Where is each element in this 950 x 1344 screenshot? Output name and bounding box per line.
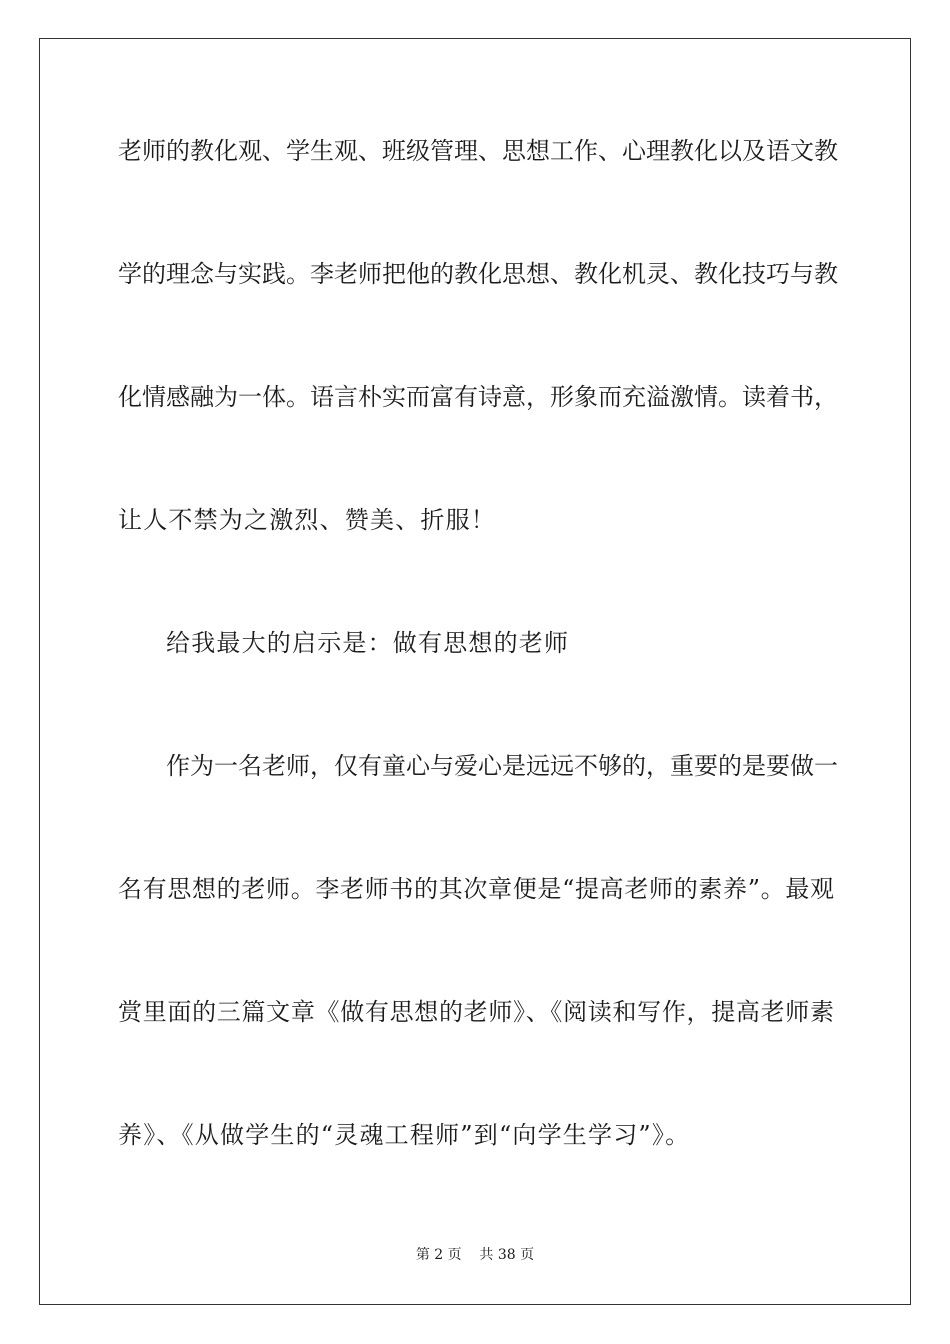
body-line: 学的理念与实践。李老师把他的教化思想、教化机灵、教化技巧与教: [118, 260, 838, 288]
body-line: 作为一名老师，仅有童心与爱心是远远不够的，重要的是要做一: [166, 752, 838, 780]
body-line: 老师的教化观、学生观、班级管理、思想工作、心理教化以及语文教: [118, 137, 838, 165]
page-frame: [39, 38, 911, 1305]
body-line: 赏里面的三篇文章《做有思想的老师》、《阅读和写作，提高老师素: [118, 998, 834, 1026]
body-line: 名有思想的老师。李老师书的其次章便是“提高老师的素养”。最观: [118, 875, 834, 903]
body-line: 让人不禁为之激烈、赞美、折服！: [118, 506, 496, 534]
body-line: 养》、《从做学生的“灵魂工程师”到“向学生学习”》。: [118, 1121, 691, 1149]
section-heading: 给我最大的启示是：做有思想的老师: [166, 629, 570, 657]
body-line: 化情感融为一体。语言朴实而富有诗意，形象而充溢激情。读着书，: [118, 383, 838, 411]
page-number-footer: 第 2 页 共 38 页: [415, 1247, 535, 1263]
